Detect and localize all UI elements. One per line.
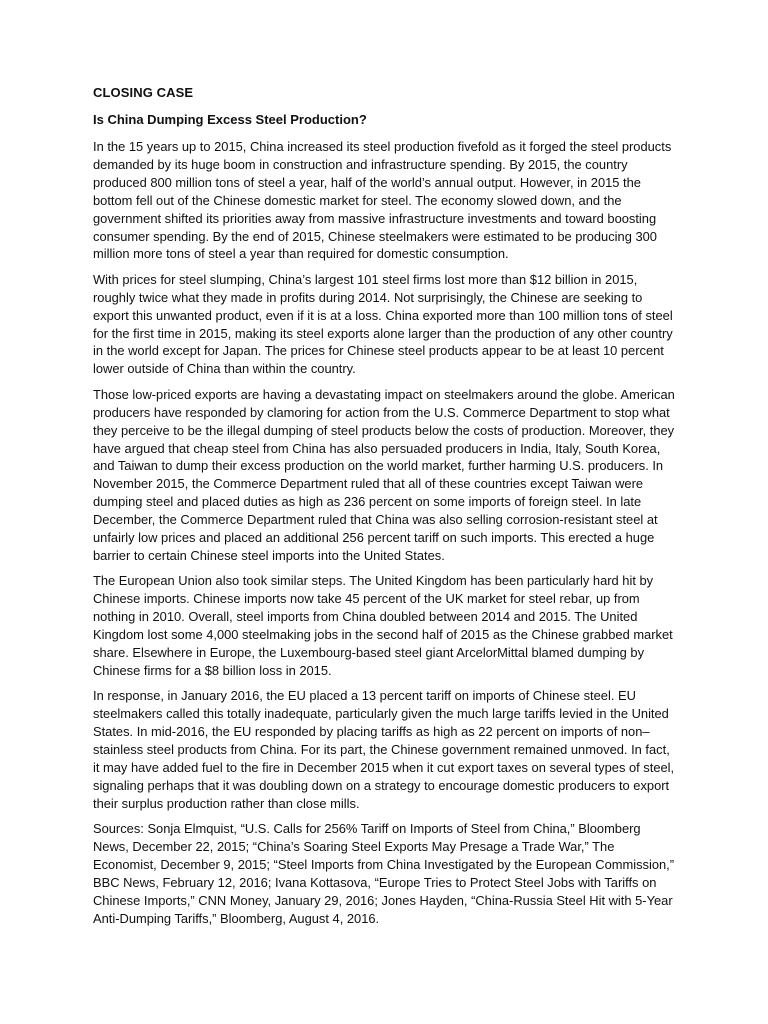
paragraph-2: With prices for steel slumping, China’s largest 101 steel firms lost more than $12 billion in 2015, roughly twice what they made in profits during 2014. Not surprisingly, the Chinese are seeking to export this unwanted product, even if it is at a loss. China exported more than 100 million tons of steel for the first time in 2015, making its steel exports alone larger than the production of any other country in the world except for Japan. The prices for Chinese steel products appear to be at least 10 percent lower outside of China than within the country.: [93, 271, 673, 377]
paragraph-3: Those low-priced exports are having a devastating impact on steelmakers around the globe. American producers have responded by clamoring for action from the U.S. Commerce Department to stop what they perceive to be the illegal dumping of steel products below the costs of production. Moreover, they have argued that cheap steel from China has also persuaded producers in India, Italy, South Korea, and Taiwan to dump their excess production on the world market, further harming U.S. producers. In November 2015, the Commerce Department ruled that all of these countries except Taiwan were dumping steel and placed duties as high as 236 percent on some imports of foreign steel. In late December, the Commerce Department ruled that China was also selling corrosion-resistant steel at unfairly low prices and placed an additional 256 percent tariff on such imports. This erected a huge barrier to certain Chinese steel imports into the United States.: [93, 386, 675, 563]
sources-citation: Sources: Sonja Elmquist, “U.S. Calls for 256% Tariff on Imports of Steel from China,” Bloomberg News, December 22, 2015; “China’s Soaring Steel Exports May Presage a Trade War,” The Economist, December 9, 2015; “Steel Imports from China Investigated by the European Commission,” BBC News, February 12, 2016; Ivana Kottasova, “Europe Tries to Protect Steel Jobs with Tariffs on Chinese Imports,” CNN Money, January 29, 2016; Jones Hayden, “China-Russia Steel Hit with 5-Year Anti-Dumping Tariffs,” Bloomberg, August 4, 2016.: [93, 821, 675, 926]
section-label: CLOSING CASE: [93, 85, 194, 100]
document-page: [93, 84, 677, 928]
paragraph-5: In response, in January 2016, the EU placed a 13 percent tariff on imports of Chinese steel. EU steelmakers called this totally inadequate, particularly given the much large tariffs levied in the United States. In mid-2016, the EU responded by placing tariffs as high as 22 percent on imports of non–stainless steel products from China. For its part, the Chinese government remained unmoved. In fact, it may have added fuel to the fire in December 2015 when it cut export taxes on several types of steel, signaling perhaps that it was doubling down on a strategy to encourage domestic producers to export their surplus production rather than close mills.: [93, 688, 675, 811]
paragraph-1: In the 15 years up to 2015, China increased its steel production fivefold as it forged the steel products demanded by its huge boom in construction and infrastructure spending. By 2015, the country produced 800 million tons of steel a year, half of the world’s annual output. However, in 2015 the bottom fell out of the Chinese domestic market for steel. The economy slowed down, and the government shifted its priorities away from massive infrastructure investments and toward boosting consumer spending. By the end of 2015, Chinese steelmakers were estimated to be producing 300 million more tons of steel a year than required for domestic consumption.: [93, 139, 672, 262]
paragraph-4: The European Union also took similar steps. The United Kingdom has been particularly hard hit by Chinese imports. Chinese imports now take 45 percent of the UK market for steel rebar, up from nothing in 2010. Overall, steel imports from China doubled between 2014 and 2015. The United Kingdom lost some 4,000 steelmaking jobs in the second half of 2015 as the Chinese grabbed market share. Elsewhere in Europe, the Luxembourg-based steel giant ArcelorMittal blamed dumping by Chinese firms for a $8 billion loss in 2015.: [93, 573, 673, 678]
case-title: Is China Dumping Excess Steel Production?: [93, 112, 367, 127]
